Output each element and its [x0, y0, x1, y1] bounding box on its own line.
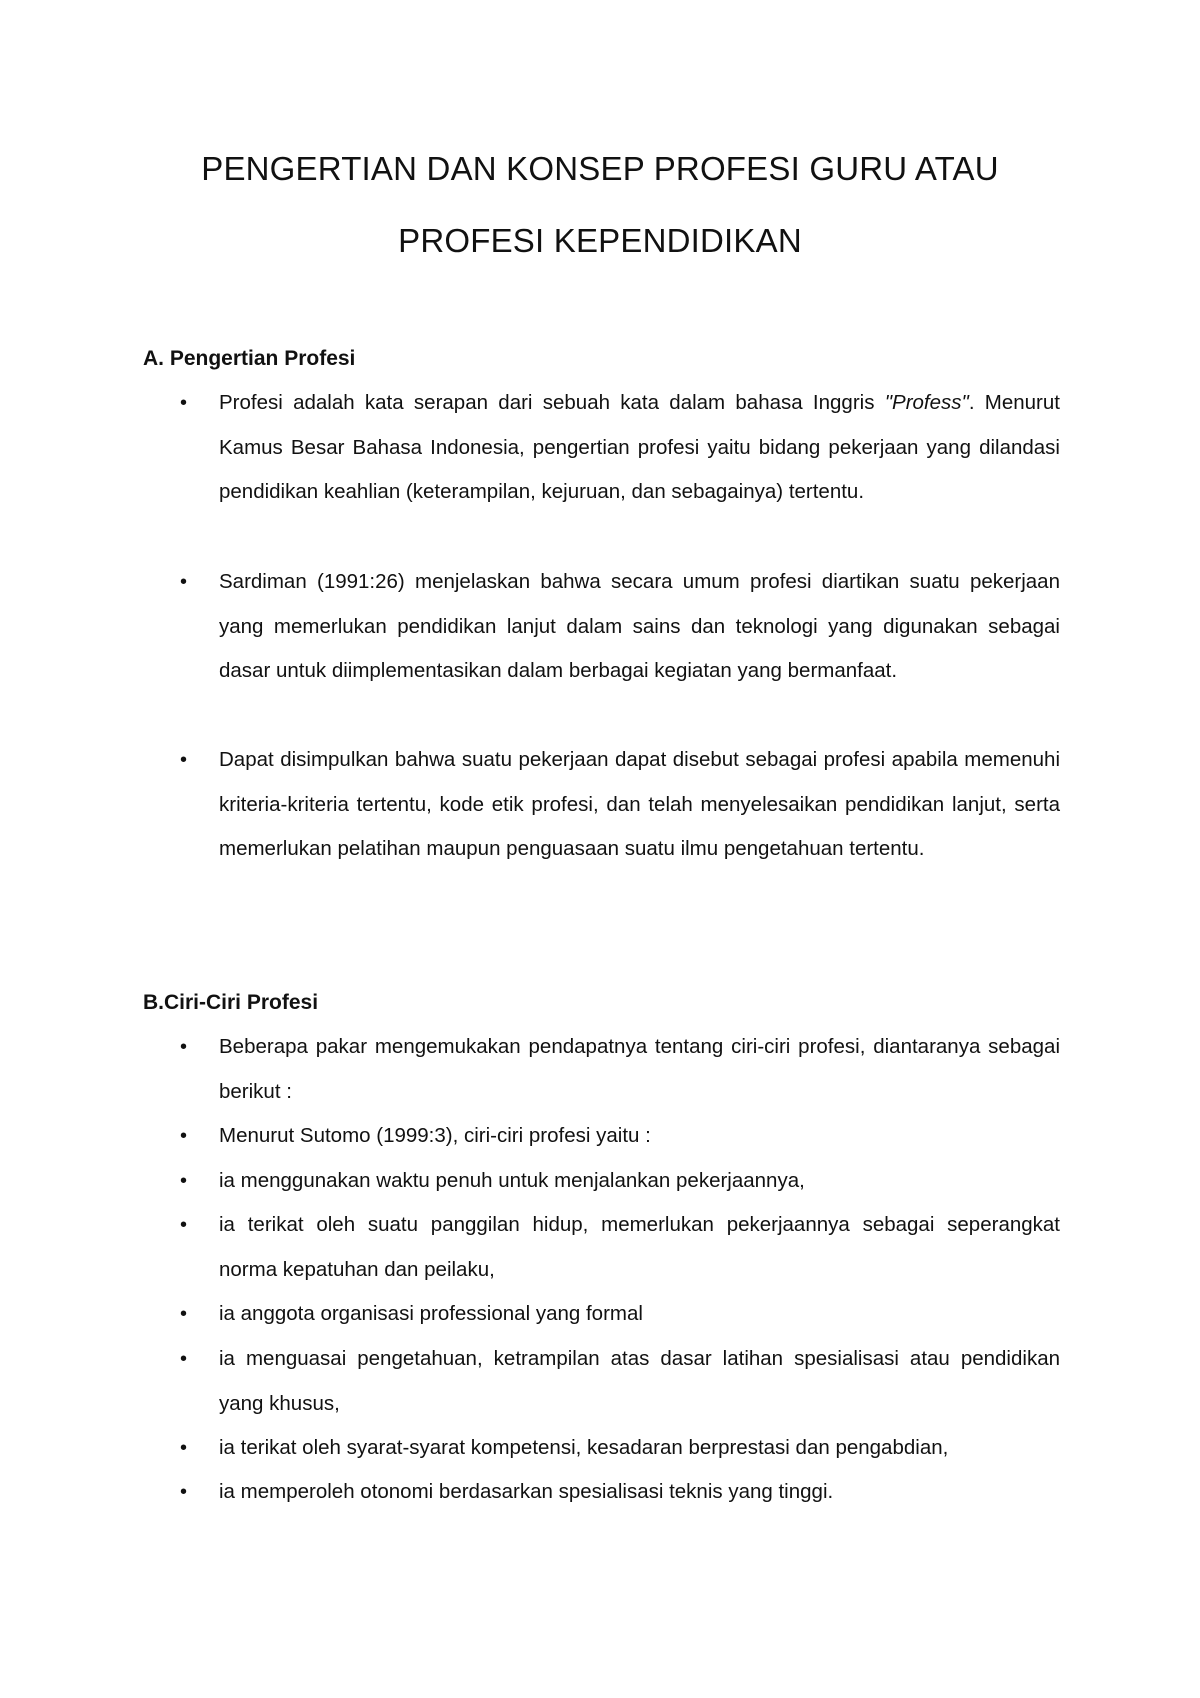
- bullet-icon: •: [180, 1214, 188, 1236]
- bullet-icon: •: [180, 1036, 188, 1058]
- list-item-text: ia menguasai pengetahuan, ketrampilan atas dasar latihan spesialisasi atau pendidikan yang khusus,: [219, 1347, 1060, 1415]
- italic-term: "Profess": [884, 391, 969, 414]
- list-item-text: ia menggunakan waktu penuh untuk menjalankan pekerjaannya,: [219, 1169, 805, 1192]
- section-b-heading: B.Ciri-Ciri Profesi: [143, 991, 319, 1014]
- bullet-icon: •: [180, 1303, 188, 1325]
- list-item-text: ia terikat oleh syarat-syarat kompetensi, kesadaran berprestasi dan pengabdian,: [219, 1436, 949, 1459]
- text-run: . Menurut Kamus Besar Bahasa Indonesia, pengertian profesi yaitu bidang pekerjaan yang dilandasi pendidikan keahlian (keterampilan, kejuruan, dan sebagainya) tertentu.: [219, 391, 1060, 503]
- bullet-icon: •: [180, 1348, 188, 1370]
- list-item-text: Beberapa pakar mengemukakan pendapatnya tentang ciri-ciri profesi, diantaranya sebagai berikut :: [219, 1035, 1060, 1103]
- section-a-heading: A. Pengertian Profesi: [143, 347, 356, 370]
- bullet-icon: •: [180, 749, 188, 771]
- bullet-icon: •: [180, 1481, 188, 1503]
- bullet-icon: •: [180, 392, 188, 414]
- list-item-text: Sardiman (1991:26) menjelaskan bahwa secara umum profesi diartikan suatu pekerjaan yang memerlukan pendidikan lanjut dalam sains dan teknologi yang digunakan sebagai dasar untuk diimplementasikan dalam berbagai kegiatan yang bermanfaat.: [219, 570, 1060, 682]
- text-run: Profesi adalah kata serapan dari sebuah kata dalam bahasa Inggris: [219, 391, 885, 414]
- list-item-text: ia anggota organisasi professional yang formal: [219, 1302, 643, 1325]
- list-item-text: Dapat disimpulkan bahwa suatu pekerjaan dapat disebut sebagai profesi apabila memenuhi kriteria-kriteria tertentu, kode etik profesi, dan telah menyelesaikan pendidikan lanjut, serta memerlukan pelatihan maupun penguasaan suatu ilmu pengetahuan tertentu.: [219, 748, 1060, 860]
- list-item-text: Menurut Sutomo (1999:3), ciri-ciri profesi yaitu :: [219, 1124, 651, 1147]
- document-title-line-1: PENGERTIAN DAN KONSEP PROFESI GURU ATAU: [201, 150, 999, 187]
- bullet-icon: •: [180, 1125, 188, 1147]
- bullet-icon: •: [180, 571, 188, 593]
- bullet-icon: •: [180, 1437, 188, 1459]
- bullet-icon: •: [180, 1170, 188, 1192]
- list-item-text: ia terikat oleh suatu panggilan hidup, memerlukan pekerjaannya sebagai seperangkat norma kepatuhan dan peilaku,: [219, 1213, 1060, 1281]
- list-item-text: ia memperoleh otonomi berdasarkan spesialisasi teknis yang tinggi.: [219, 1480, 834, 1503]
- document-title-line-2: PROFESI KEPENDIDIKAN: [398, 222, 802, 259]
- list-item-text: [219, 381, 1060, 515]
